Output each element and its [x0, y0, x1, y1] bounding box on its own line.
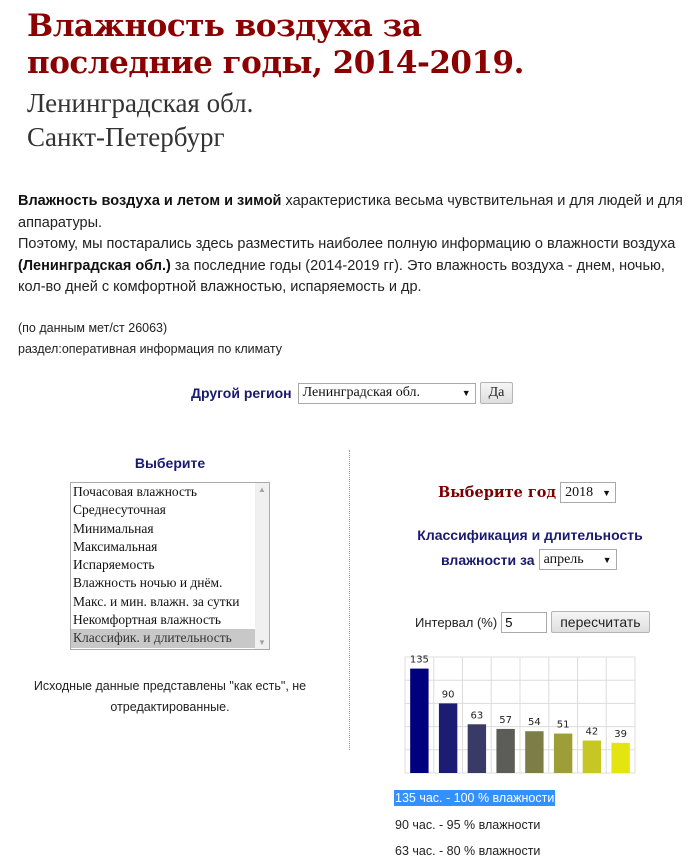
region-select-value: Ленинградская обл.: [302, 385, 420, 400]
station-source: (по данным мет/ст 26063): [18, 321, 168, 335]
legend-item: [394, 788, 555, 815]
scroll-down-icon[interactable]: ▼: [258, 638, 266, 647]
interval-row: [415, 611, 650, 633]
chart-bar[interactable]: [496, 729, 514, 773]
bar-value-label: 135: [409, 654, 429, 666]
chart-bar[interactable]: [525, 731, 543, 773]
year-select[interactable]: [560, 482, 616, 503]
bar-value-label: 90: [441, 689, 455, 701]
chevron-down-icon: ▼: [461, 388, 471, 398]
intro-p2-start: Поэтому, мы постарались здесь разместить наиболее полную информацию о влажности воздуха: [18, 236, 676, 252]
listbox-option[interactable]: Классифик. и длительность: [71, 629, 257, 647]
column-divider: [349, 450, 350, 750]
chart-bar[interactable]: [468, 724, 486, 773]
title-line-2: последние годы, 2014-2019.: [27, 45, 524, 81]
listbox-option[interactable]: Испаряемость: [73, 557, 155, 573]
chart-bar[interactable]: [611, 743, 629, 773]
intro-text: [18, 191, 686, 299]
month-select-value: апрель: [543, 551, 584, 567]
data-type-listbox[interactable]: [70, 482, 270, 650]
chart-bar[interactable]: [439, 703, 457, 773]
year-select-value: 2018: [565, 484, 594, 500]
listbox-option[interactable]: Среднесуточная: [73, 502, 166, 518]
year-selector: [438, 482, 616, 503]
chevron-down-icon: ▼: [602, 554, 612, 565]
year-label: Выберите год: [438, 484, 557, 501]
listbox-option[interactable]: Максимальная: [73, 538, 158, 554]
month-selector: [441, 549, 617, 570]
interval-label: Интервал (%): [415, 614, 498, 630]
bar-value-label: 63: [470, 710, 484, 722]
left-panel: [0, 455, 340, 471]
bar-value-label: 51: [556, 719, 570, 731]
region-selector: [191, 382, 513, 404]
month-label: влажности за: [441, 551, 535, 568]
bar-value-label: 57: [499, 714, 512, 726]
bar-value-label: 54: [528, 717, 541, 729]
chart-bar[interactable]: [410, 669, 428, 773]
listbox-scrollbar[interactable]: [255, 483, 269, 649]
region-submit-button[interactable]: Да: [480, 382, 514, 404]
listbox-option[interactable]: Макс. и мин. влажн. за сутки: [73, 593, 240, 609]
choose-label: Выберите: [134, 455, 206, 471]
region-select[interactable]: [298, 383, 476, 404]
interval-input[interactable]: [501, 612, 547, 633]
legend-item-text: 90 час. - 95 % влажности: [395, 817, 541, 832]
region-subtitle: Ленинградская обл.: [27, 88, 254, 118]
listbox-option[interactable]: Некомфортная влажность: [73, 612, 222, 628]
intro-bold-2: (Ленинградская обл.): [18, 257, 171, 274]
month-select[interactable]: [539, 549, 617, 570]
intro-rest-1: характеристика весьма чувствительная и для людей и для аппаратуры.: [18, 193, 683, 231]
scroll-up-icon[interactable]: ▲: [258, 485, 266, 494]
intro-bold-1: Влажность воздуха и летом и зимой: [18, 193, 282, 209]
chart-legend: [394, 788, 555, 868]
listbox-option[interactable]: Влажность ночью и днём.: [73, 575, 223, 591]
data-note: Исходные данные представлены "как есть", не отредактированные.: [33, 679, 307, 714]
city-subtitle: Санкт-Петербург: [27, 122, 225, 152]
chart-bar[interactable]: [554, 734, 572, 773]
humidity-duration-chart: [395, 640, 645, 780]
section-source: раздел:оперативная информация по климату: [18, 342, 283, 356]
bar-value-label: 39: [614, 728, 627, 740]
recalculate-button[interactable]: пересчитать: [551, 611, 649, 633]
bar-value-label: 42: [585, 726, 599, 738]
chart-bar[interactable]: [583, 741, 601, 773]
legend-item-text: 135 час. - 100 % влажности: [395, 791, 555, 805]
listbox-option[interactable]: Почасовая влажность: [73, 484, 198, 499]
page-title: [27, 8, 524, 82]
legend-item: [394, 815, 555, 842]
region-label: Другой регион: [191, 385, 292, 401]
title-line-1: Влажность воздуха за: [27, 8, 422, 44]
intro-p2-end: за последние годы (2014-2019 гг). Это влажность воздуха - днем, ночью, кол-во дней с комфортной влажностью, испаряемость и др.: [18, 257, 665, 295]
chevron-down-icon: ▼: [602, 487, 612, 498]
listbox-option[interactable]: Минимальная: [73, 520, 154, 536]
classification-title: Классификация и длительность: [417, 527, 643, 543]
legend-item-text: 63 час. - 80 % влажности: [395, 844, 541, 858]
